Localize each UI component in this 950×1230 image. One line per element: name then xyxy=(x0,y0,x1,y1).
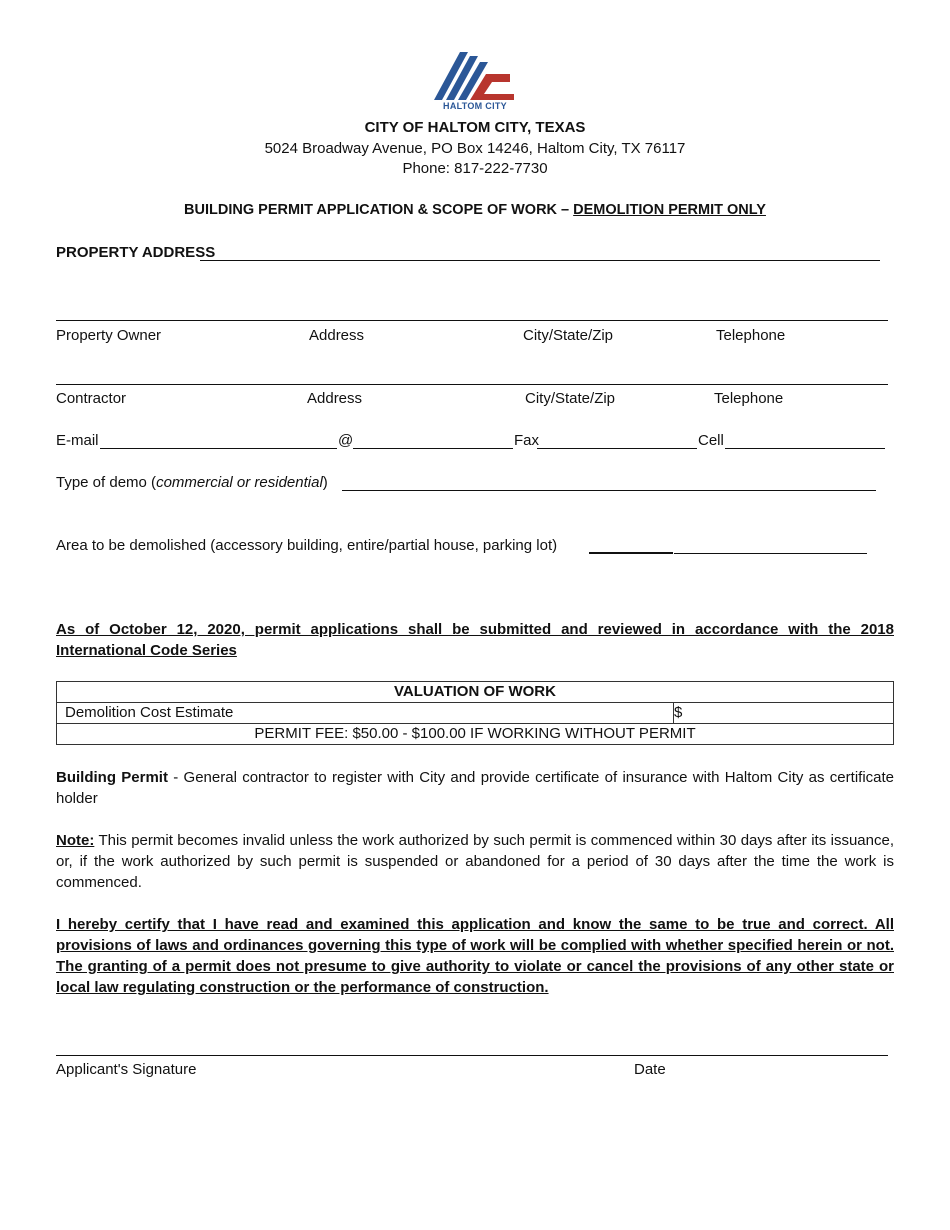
code-notice: As of October 12, 2020, permit applications shall be submitted and reviewed in accordance with the 2018 International Code Series xyxy=(56,621,894,659)
email-domain-field[interactable] xyxy=(353,448,513,449)
note-paragraph xyxy=(56,830,894,893)
property-address-field[interactable] xyxy=(200,260,880,261)
contractor-phone-label: Telephone xyxy=(714,390,784,407)
note-text: This permit becomes invalid unless the work authorized by such permit is commenced within 30 days after its issuance, or, if the work authorized by such permit is suspended or abandoned for a period of 30 days after the time the work is commenced. xyxy=(56,832,894,891)
valuation-estimate-value[interactable]: $ xyxy=(674,703,894,724)
fax-label: Fax xyxy=(514,432,540,449)
valuation-estimate-row xyxy=(57,703,894,724)
owner-label: Property Owner xyxy=(56,327,162,344)
valuation-header: VALUATION OF WORK xyxy=(57,682,894,703)
form-title xyxy=(0,202,950,218)
cell-label: Cell xyxy=(698,432,724,449)
contractor-line[interactable] xyxy=(56,384,888,385)
email-field[interactable] xyxy=(100,448,337,449)
demo-type-label xyxy=(56,474,328,491)
city-logo xyxy=(430,50,520,114)
form-title-prefix: BUILDING PERMIT APPLICATION & SCOPE OF WORK – xyxy=(184,202,574,218)
email-at-sign: @ xyxy=(338,432,354,449)
demo-type-italic: commercial or residential xyxy=(156,474,323,491)
area-label: Area to be demolished (accessory building, entire/partial house, parking lot) xyxy=(56,537,558,554)
valuation-header-row xyxy=(57,682,894,703)
building-permit-paragraph xyxy=(56,767,894,809)
fax-field[interactable] xyxy=(537,448,697,449)
area-field-solid[interactable] xyxy=(589,552,673,554)
certification-text: I hereby certify that I have read and examined this application and know the same to be true and correct. All provisions of laws and ordinances governing this type of work will be complied with whether specified herein or not. The granting of a permit does not presume to give authority to violate or cancel the provisions of any other state or local law regulating construction or the performance of construction. xyxy=(56,916,894,996)
demo-type-prefix: Type of demo ( xyxy=(56,474,157,491)
form-title-emphasis: DEMOLITION PERMIT ONLY xyxy=(573,202,766,218)
owner-address-label: Address xyxy=(309,327,365,344)
city-address: 5024 Broadway Avenue, PO Box 14246, Haltom City, TX 76117 xyxy=(264,140,686,157)
building-permit-label: Building Permit xyxy=(56,769,168,786)
logo-text: HALTOM CITY xyxy=(443,101,507,111)
city-phone: Phone: 817-222-7730 xyxy=(402,160,548,177)
contractor-city-label: City/State/Zip xyxy=(525,390,616,407)
demo-type-suffix: ) xyxy=(322,474,328,491)
cell-field[interactable] xyxy=(725,448,885,449)
demo-type-field[interactable] xyxy=(342,490,876,491)
owner-line[interactable] xyxy=(56,320,888,321)
building-permit-text: - General contractor to register with City and provide certificate of insurance with Haltom City as certificate holder xyxy=(56,769,894,807)
valuation-table xyxy=(56,681,894,745)
valuation-fee-row xyxy=(57,724,894,745)
property-address-label: PROPERTY ADDRESS xyxy=(56,244,216,261)
signature-line[interactable] xyxy=(56,1055,888,1056)
note-label: Note: xyxy=(56,832,95,849)
contractor-address-label: Address xyxy=(307,390,363,407)
date-label: Date xyxy=(634,1061,666,1078)
owner-city-label: City/State/Zip xyxy=(523,327,614,344)
contractor-label: Contractor xyxy=(56,390,127,407)
permit-fee: PERMIT FEE: $50.00 - $100.00 IF WORKING WITHOUT PERMIT xyxy=(57,724,894,745)
city-name: CITY OF HALTOM CITY, TEXAS xyxy=(364,119,586,136)
city-logo-mark xyxy=(430,50,520,102)
valuation-estimate-label: Demolition Cost Estimate xyxy=(57,703,674,724)
signature-label: Applicant's Signature xyxy=(56,1061,197,1078)
area-field[interactable] xyxy=(674,553,867,554)
owner-phone-label: Telephone xyxy=(716,327,786,344)
email-label: E-mail xyxy=(56,432,99,449)
